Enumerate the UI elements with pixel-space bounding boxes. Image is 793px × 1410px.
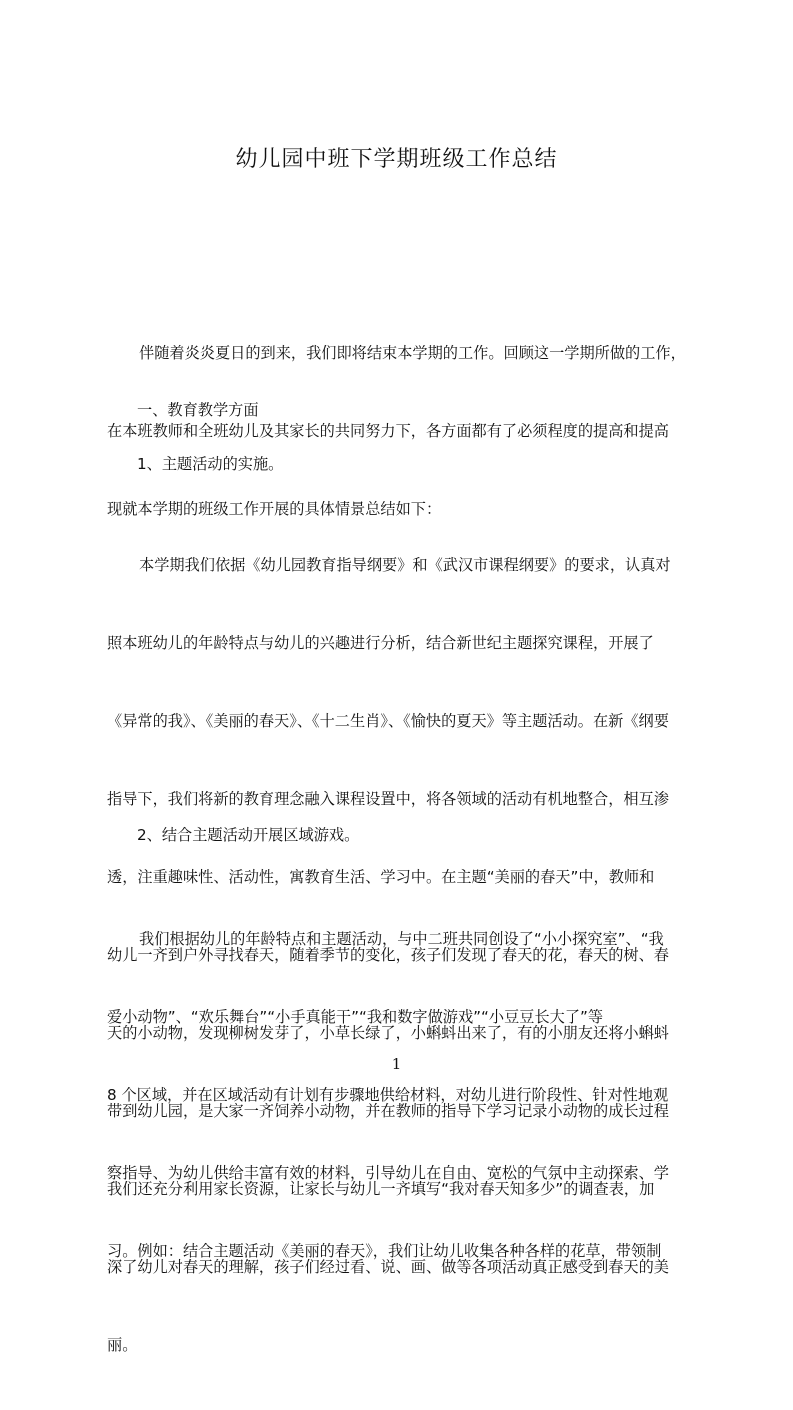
paragraph-line: 天的小动物，发现柳树发芽了，小草长绿了，小蝌蚪出来了，有的小朋友还将小蝌蚪 <box>107 1024 669 1042</box>
paragraph-line: 我们还充分利用家长资源，让家长与幼儿一齐填写“我对春天知多少”的调查表，加 <box>107 1180 655 1198</box>
paragraph-line: 察指导、为幼儿供给丰富有效的材料，引导幼儿在自由、宽松的气氛中主动探索、学 <box>107 1164 669 1182</box>
paragraph-line: 透，注重趣味性、活动性，寓教育生活、学习中。在主题“美丽的春天”中，教师和 <box>107 868 655 886</box>
paragraph-line: 《异常的我》、《美丽的春天》、《十二生肖》、《愉快的夏天》等主题活动。在新《纲要 <box>107 712 669 730</box>
subsection-heading: 1、主题活动的实施。 <box>137 455 284 473</box>
document-title: 幼儿园中班下学期班级工作总结 <box>235 147 558 172</box>
paragraph-line: 本学期我们依据《幼儿园教育指导纲要》和《武汉市课程纲要》的要求，认真对 <box>139 556 671 574</box>
paragraph-line: 现就本学期的班级工作开展的具体情景总结如下： <box>107 500 442 518</box>
paragraph-line: 丽。 <box>107 1336 138 1354</box>
subsection-heading: 2、结合主题活动开展区域游戏。 <box>137 826 360 844</box>
paragraph-line: 幼儿一齐到户外寻找春天，随着季节的变化，孩子们发现了春天的花，春天的树、春 <box>107 946 669 964</box>
paragraph-line: 照本班幼儿的年龄特点与幼儿的兴趣进行分析，结合新世纪主题探究课程，开展了 <box>107 634 654 652</box>
section-heading: 一、教育教学方面 <box>137 401 259 419</box>
paragraph-line: 在本班教师和全班幼儿及其家长的共同努力下，各方面都有了必须程度的提高和提高 <box>107 422 669 440</box>
body-paragraph <box>107 874 707 1316</box>
paragraph-line: 我们根据幼儿的年龄特点和主题活动，与中二班共同创设了“小小探究室”、“我 <box>139 930 664 948</box>
page-number: 1 <box>391 1055 402 1073</box>
paragraph-line: 习。例如：结合主题活动《美丽的春天》，我们让幼儿收集各种各样的花草，带领制 <box>107 1242 662 1260</box>
paragraph-line: 8 个区域，并在区域活动有计划有步骤地供给材料，对幼儿进行阶段性、针对性地观 <box>107 1086 669 1104</box>
paragraph-line: 深了幼儿对春天的理解，孩子们经过看、说、画、做等各项活动真正感受到春天的美 <box>107 1258 669 1276</box>
paragraph-line: 爱小动物”、“欢乐舞台”“小手真能干”“我和数字做游戏”“小豆豆长大了”等 <box>107 1008 604 1026</box>
paragraph-line: 伴随着炎炎夏日的到来，我们即将结束本学期的工作。回顾这一学期所做的工作， <box>139 344 686 362</box>
paragraph-line: 指导下，我们将新的教育理念融入课程设置中，将各领域的活动有机地整合，相互渗 <box>107 790 669 808</box>
paragraph-line: 带到幼儿园，是大家一齐饲养小动物，并在教师的指导下学习记录小动物的成长过程 <box>107 1102 669 1120</box>
